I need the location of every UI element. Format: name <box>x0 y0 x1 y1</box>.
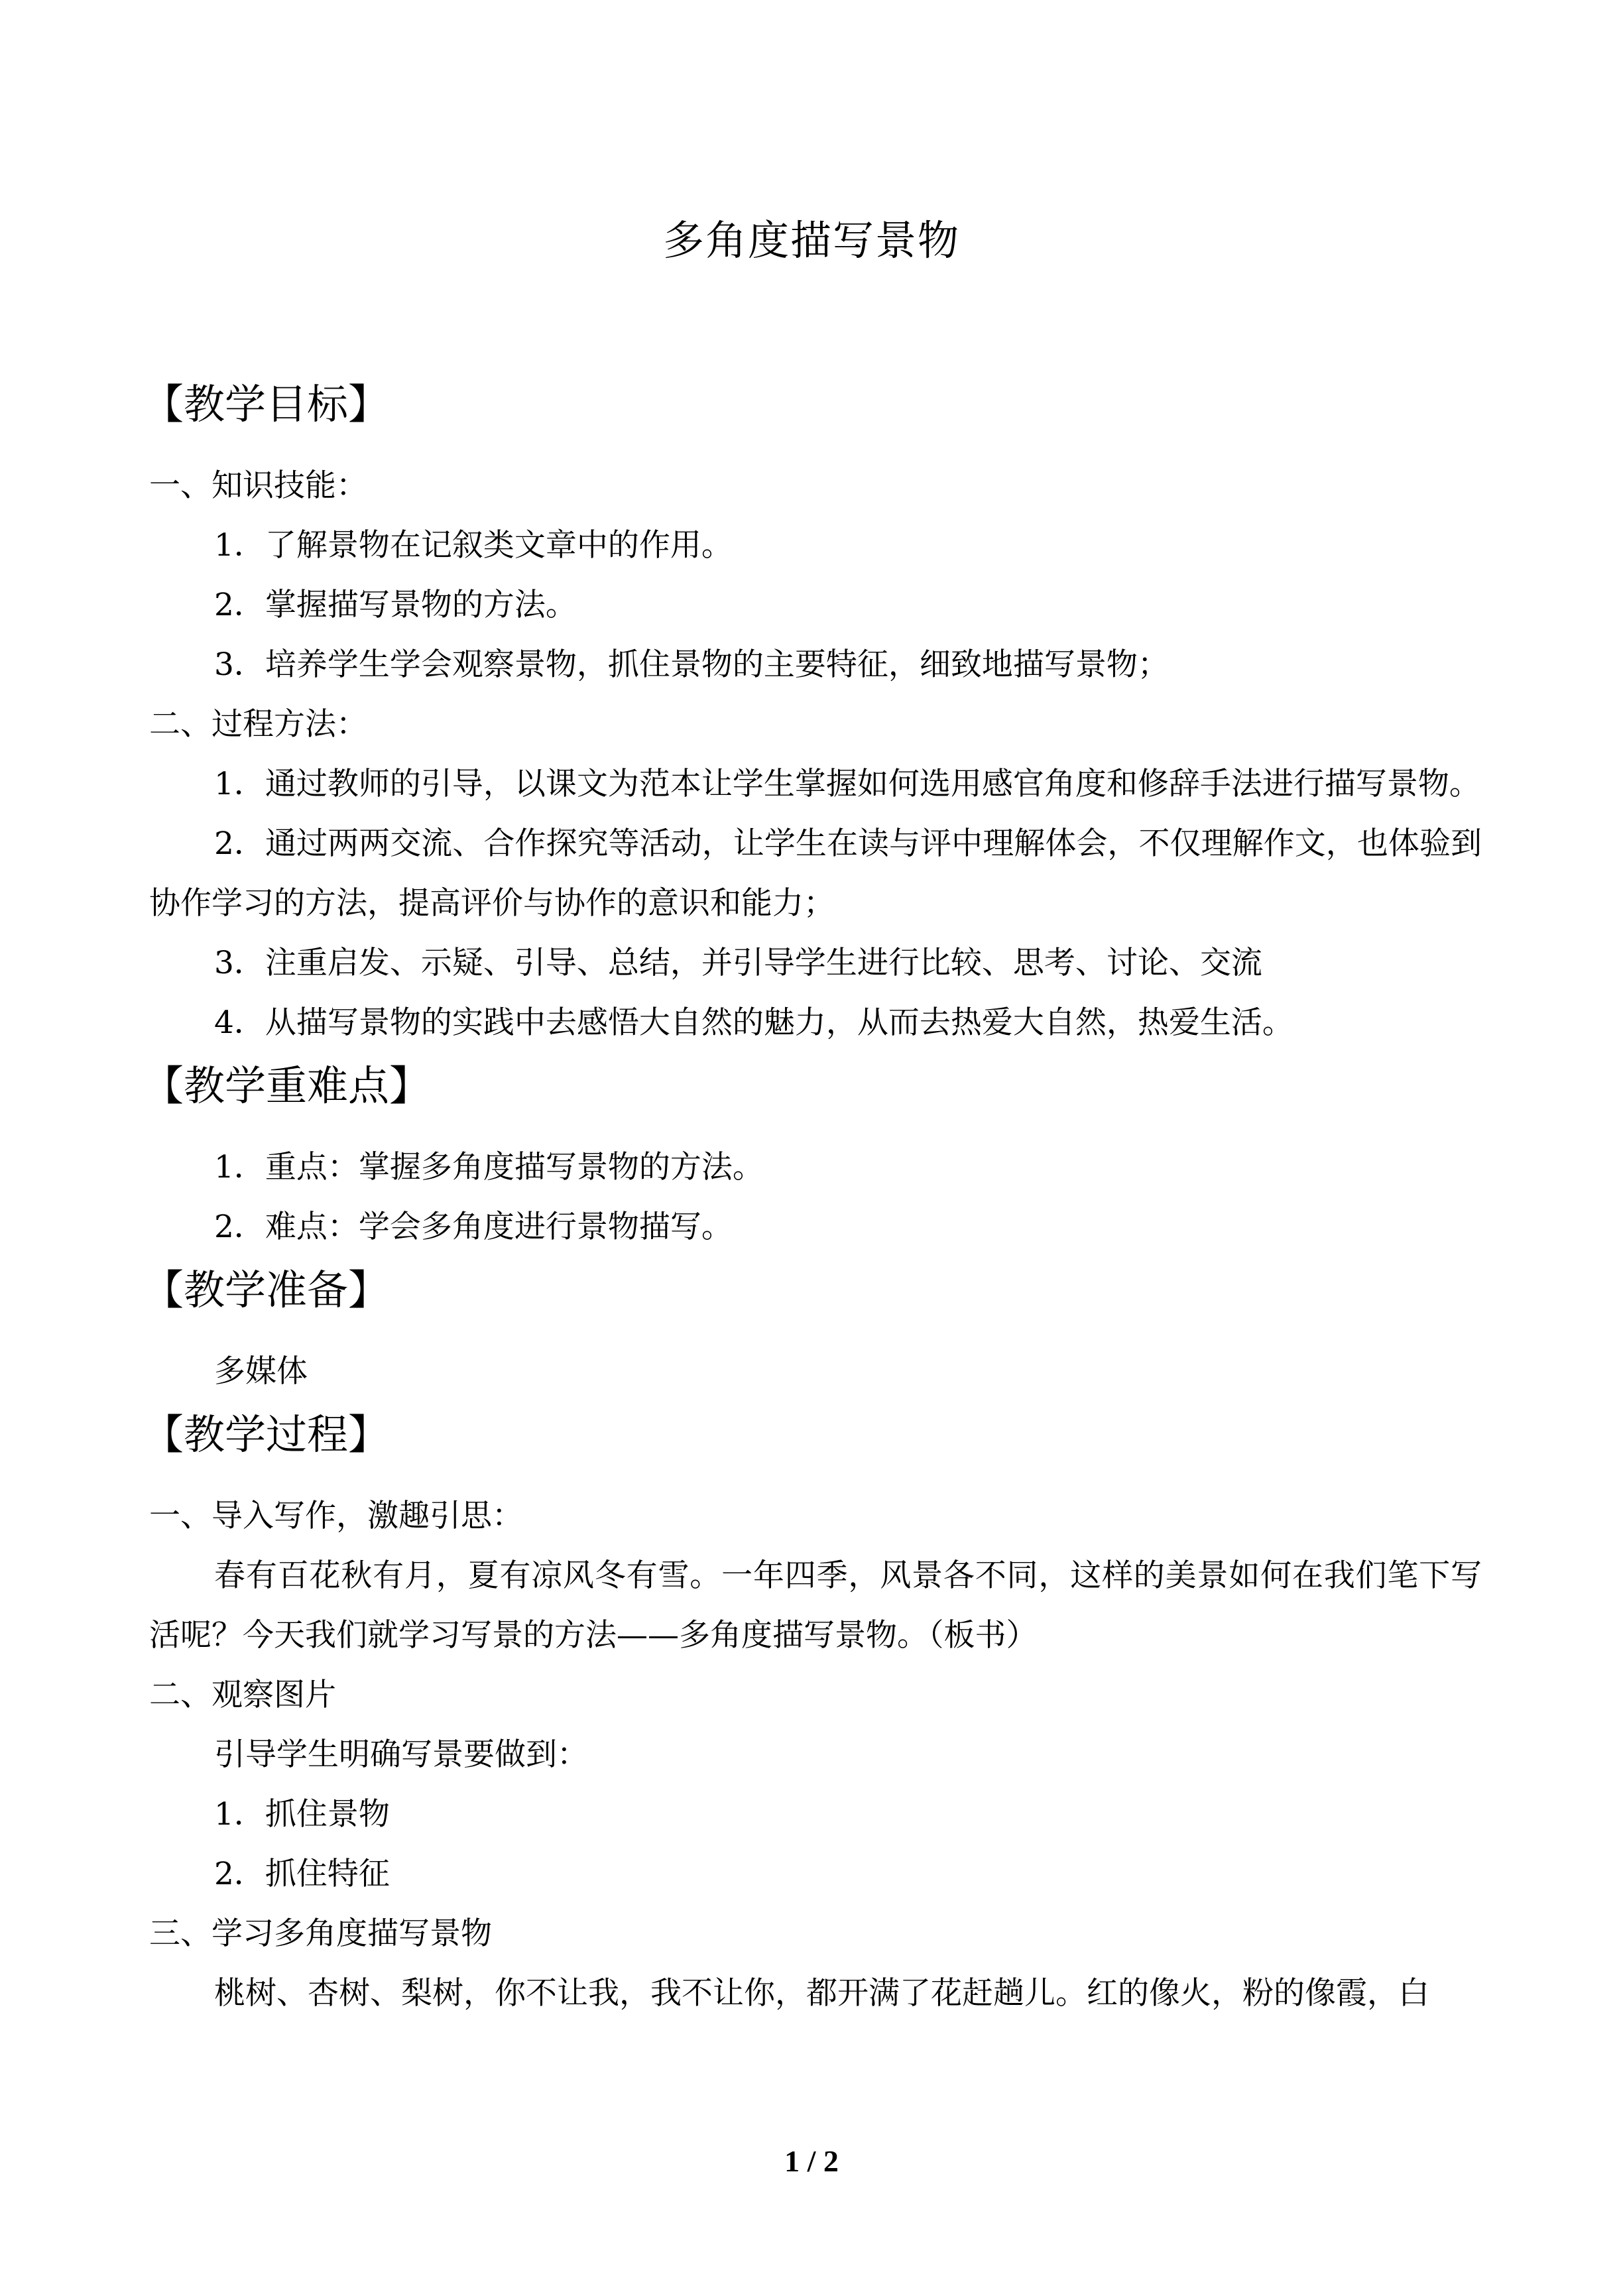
part1-label: 一、导入写作，激趣引思： <box>149 1498 523 1534</box>
list-item: 3．注重启发、示疑、引导、总结，并引导学生进行比较、思考、讨论、交流 <box>214 945 1262 981</box>
list-item: 2．通过两两交流、合作探究等活动，让学生在读与评中理解体会，不仅理解作文，也体验到协作学习的方法，提高评价与协作的意识和能力； <box>149 825 1482 922</box>
list-item: 3．培养学生学会观察景物，抓住景物的主要特征，细致地描写景物； <box>214 646 1169 683</box>
list-item: 4．从描写景物的实践中去感悟大自然的魅力，从而去热爱大自然，热爱生活。 <box>214 1004 1293 1041</box>
process-heading: 【教学过程】 <box>143 1410 390 1459</box>
list-item: 1．了解景物在记叙类文章中的作用。 <box>214 527 733 564</box>
part1-text: 春有百花秋有月，夏有凉风冬有雪。一年四季，风景各不同，这样的美景如何在我们笔下写活呢？今天我们就学习写景的方法——多角度描写景物。（板书） <box>149 1557 1482 1654</box>
list-item: 2．掌握描写景物的方法。 <box>214 587 577 623</box>
list-item: 1．通过教师的引导，以课文为范本让学生掌握如何选用感官角度和修辞手法进行描写景物。 <box>214 766 1480 802</box>
part3-label: 三、学习多角度描写景物 <box>149 1915 492 1952</box>
part2-intro: 引导学生明确写景要做到： <box>214 1736 588 1773</box>
page-number: 1 / 2 <box>784 2144 839 2178</box>
part3-text: 桃树、杏树、梨树，你不让我，我不让你，都开满了花赶趟儿。红的像火，粉的像霞，白 <box>214 1975 1429 2012</box>
knowledge-label: 一、知识技能： <box>149 467 367 504</box>
process-label: 二、过程方法： <box>149 706 367 743</box>
keypoints-heading: 【教学重难点】 <box>143 1061 431 1110</box>
preparation-heading: 【教学准备】 <box>143 1266 390 1314</box>
document-body <box>143 371 1482 2024</box>
list-item: 1．重点：掌握多角度描写景物的方法。 <box>214 1149 764 1185</box>
part2-label: 二、观察图片 <box>149 1677 336 1713</box>
list-item: 1．抓住景物 <box>214 1796 390 1833</box>
list-item: 2．抓住特征 <box>214 1856 390 1892</box>
goals-heading: 【教学目标】 <box>143 380 390 428</box>
preparation-text: 多媒体 <box>214 1353 308 1390</box>
list-item: 2．难点：学会多角度进行景物描写。 <box>214 1209 733 1245</box>
document-title: 多角度描写景物 <box>662 216 960 265</box>
